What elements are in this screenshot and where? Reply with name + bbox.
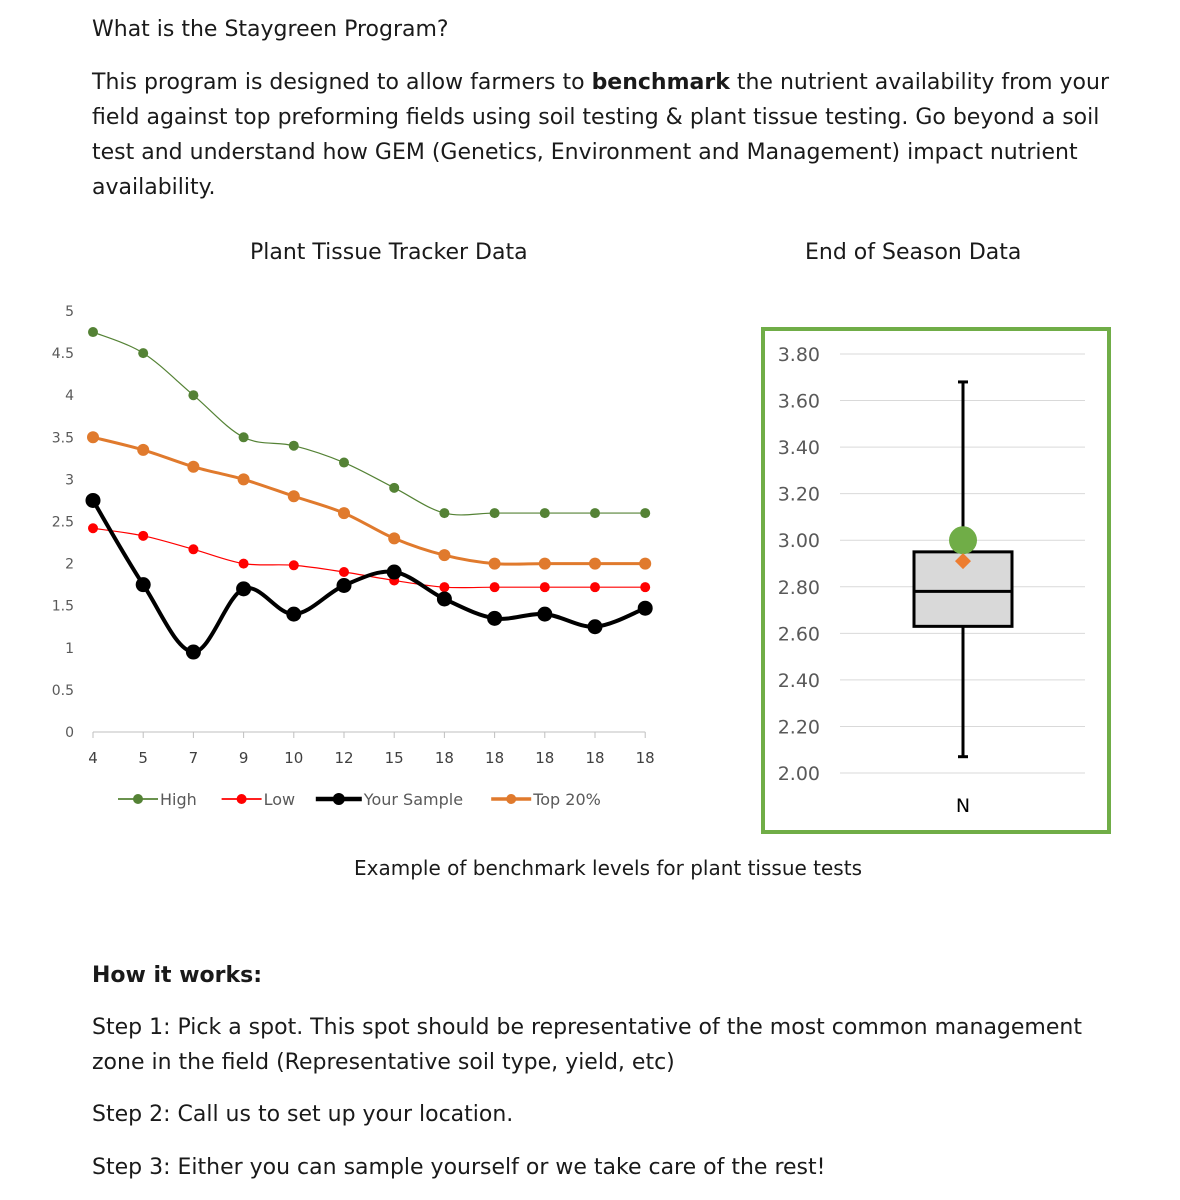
step-2-text: Step 2: Call us to set up your location. xyxy=(92,1102,514,1127)
series-line-your-sample xyxy=(93,500,645,652)
y-tick-label: 0.5 xyxy=(51,682,74,699)
intro-bold-word: benchmark xyxy=(591,70,730,95)
data-point-high xyxy=(640,508,650,518)
x-tick-label: 18 xyxy=(434,749,454,767)
y-tick-label: 5 xyxy=(65,304,74,320)
data-point-top-20 xyxy=(338,507,350,519)
y-tick-label: 2.5 xyxy=(51,514,74,531)
data-point-low xyxy=(88,523,98,533)
legend-label-low: Low xyxy=(263,790,296,809)
data-point-top-20 xyxy=(238,473,250,485)
y-tick-label: 3.20 xyxy=(777,483,820,506)
data-point-your-sample xyxy=(86,493,101,508)
legend-label-high: High xyxy=(160,790,197,809)
y-tick-label: 4 xyxy=(65,388,74,405)
y-tick-label: 3 xyxy=(65,472,74,489)
data-point-low xyxy=(540,582,550,592)
data-point-high xyxy=(289,441,299,451)
data-point-top-20 xyxy=(388,532,400,544)
data-point-high xyxy=(540,508,550,518)
data-point-high xyxy=(239,432,249,442)
data-point-high xyxy=(490,508,500,518)
x-tick-label: 18 xyxy=(635,749,655,767)
data-point-your-sample xyxy=(136,577,151,592)
data-point-low xyxy=(490,582,500,592)
y-tick-label: 0 xyxy=(65,725,74,741)
y-tick-label: 3.80 xyxy=(777,344,820,366)
legend-label-your-sample: Your Sample xyxy=(363,790,464,809)
data-point-your-sample xyxy=(437,591,452,606)
season-box-chart xyxy=(760,326,1116,836)
legend-marker-high xyxy=(133,794,143,804)
step-1-text: Step 1: Pick a spot. This spot should be representative of the most common management zone in the field (Representative soil type, yield, etc) xyxy=(92,1015,1082,1075)
how-it-works-heading: How it works: xyxy=(92,963,263,988)
data-point-high xyxy=(590,508,600,518)
x-tick-label: 15 xyxy=(384,749,404,767)
y-tick-label: 2.60 xyxy=(777,623,820,646)
y-tick-label: 3.00 xyxy=(777,530,820,553)
data-point-your-sample xyxy=(537,607,552,622)
x-category-label: N xyxy=(955,795,971,817)
intro-text-after: the nutrient availability from your field against top preforming fields using soil testing & plant tissue testing. Go beyond a soil test and understand how GEM (Genetics, Environment and Management) impact nutrient availability. xyxy=(92,70,1110,200)
y-tick-label: 3.40 xyxy=(777,437,820,460)
y-tick-label: 2.20 xyxy=(777,716,820,739)
data-point-low xyxy=(289,560,299,570)
legend-marker-top-20 xyxy=(506,794,516,804)
data-point-your-sample xyxy=(286,607,301,622)
data-point-high xyxy=(88,327,98,337)
y-tick-label: 2.40 xyxy=(777,669,820,692)
data-point-high xyxy=(138,348,148,358)
season-chart-title: End of Season Data xyxy=(805,240,1022,265)
data-point-your-sample xyxy=(638,601,653,616)
y-tick-label: 1.5 xyxy=(51,598,74,615)
data-point-top-20 xyxy=(438,549,450,561)
y-tick-label: 4.5 xyxy=(51,346,74,363)
step-3-text: Step 3: Either you can sample yourself or we take care of the rest! xyxy=(92,1155,826,1180)
chart-caption: Example of benchmark levels for plant tissue tests xyxy=(354,856,862,880)
x-tick-label: 7 xyxy=(188,749,199,767)
data-point-your-sample xyxy=(387,565,402,580)
data-point-high xyxy=(339,458,349,468)
page-heading: What is the Staygreen Program? xyxy=(92,17,449,42)
data-point-top-20 xyxy=(288,490,300,502)
data-point-top-20 xyxy=(87,431,99,443)
series-line-high xyxy=(93,332,645,515)
data-point-top-20 xyxy=(187,461,199,473)
x-tick-label: 18 xyxy=(485,749,505,767)
data-point-top-20 xyxy=(489,558,501,570)
data-point-top-20 xyxy=(589,558,601,570)
x-tick-label: 9 xyxy=(238,749,249,767)
x-tick-label: 18 xyxy=(535,749,555,767)
data-point-your-sample xyxy=(337,578,352,593)
y-tick-label: 1 xyxy=(65,640,74,657)
data-point-low xyxy=(138,531,148,541)
tracker-line-chart xyxy=(40,290,680,830)
legend-label-top-20: Top 20% xyxy=(533,790,601,809)
series-line-low xyxy=(93,528,645,587)
data-point-top-20 xyxy=(639,558,651,570)
series-line-top-20 xyxy=(93,437,645,564)
tracker-chart-title: Plant Tissue Tracker Data xyxy=(250,240,528,265)
data-point-low xyxy=(239,559,249,569)
x-tick-label: 12 xyxy=(334,749,354,767)
y-tick-label: 2.00 xyxy=(777,763,820,785)
data-point-low xyxy=(339,567,349,577)
data-point-low xyxy=(188,544,198,554)
mean-circle-marker xyxy=(949,526,977,554)
legend-marker-low xyxy=(237,794,247,804)
data-point-low xyxy=(640,582,650,592)
intro-text-before: This program is designed to allow farmers to xyxy=(92,70,592,95)
data-point-your-sample xyxy=(186,645,201,660)
data-point-high xyxy=(439,508,449,518)
x-tick-label: 18 xyxy=(585,749,605,767)
x-tick-label: 10 xyxy=(284,749,304,767)
data-point-low xyxy=(439,582,449,592)
y-tick-label: 2 xyxy=(65,556,74,573)
x-tick-label: 4 xyxy=(88,749,98,767)
data-point-your-sample xyxy=(487,611,502,626)
y-tick-label: 3.5 xyxy=(51,430,74,447)
y-tick-label: 3.60 xyxy=(777,390,820,413)
data-point-your-sample xyxy=(236,581,251,596)
data-point-top-20 xyxy=(137,444,149,456)
data-point-low xyxy=(590,582,600,592)
y-tick-label: 2.80 xyxy=(777,576,820,599)
legend-marker-your-sample xyxy=(333,793,345,805)
intro-paragraph xyxy=(92,65,1132,205)
data-point-top-20 xyxy=(539,558,551,570)
data-point-high xyxy=(188,390,198,400)
data-point-your-sample xyxy=(588,619,603,634)
x-tick-label: 5 xyxy=(138,749,148,767)
data-point-high xyxy=(389,483,399,493)
